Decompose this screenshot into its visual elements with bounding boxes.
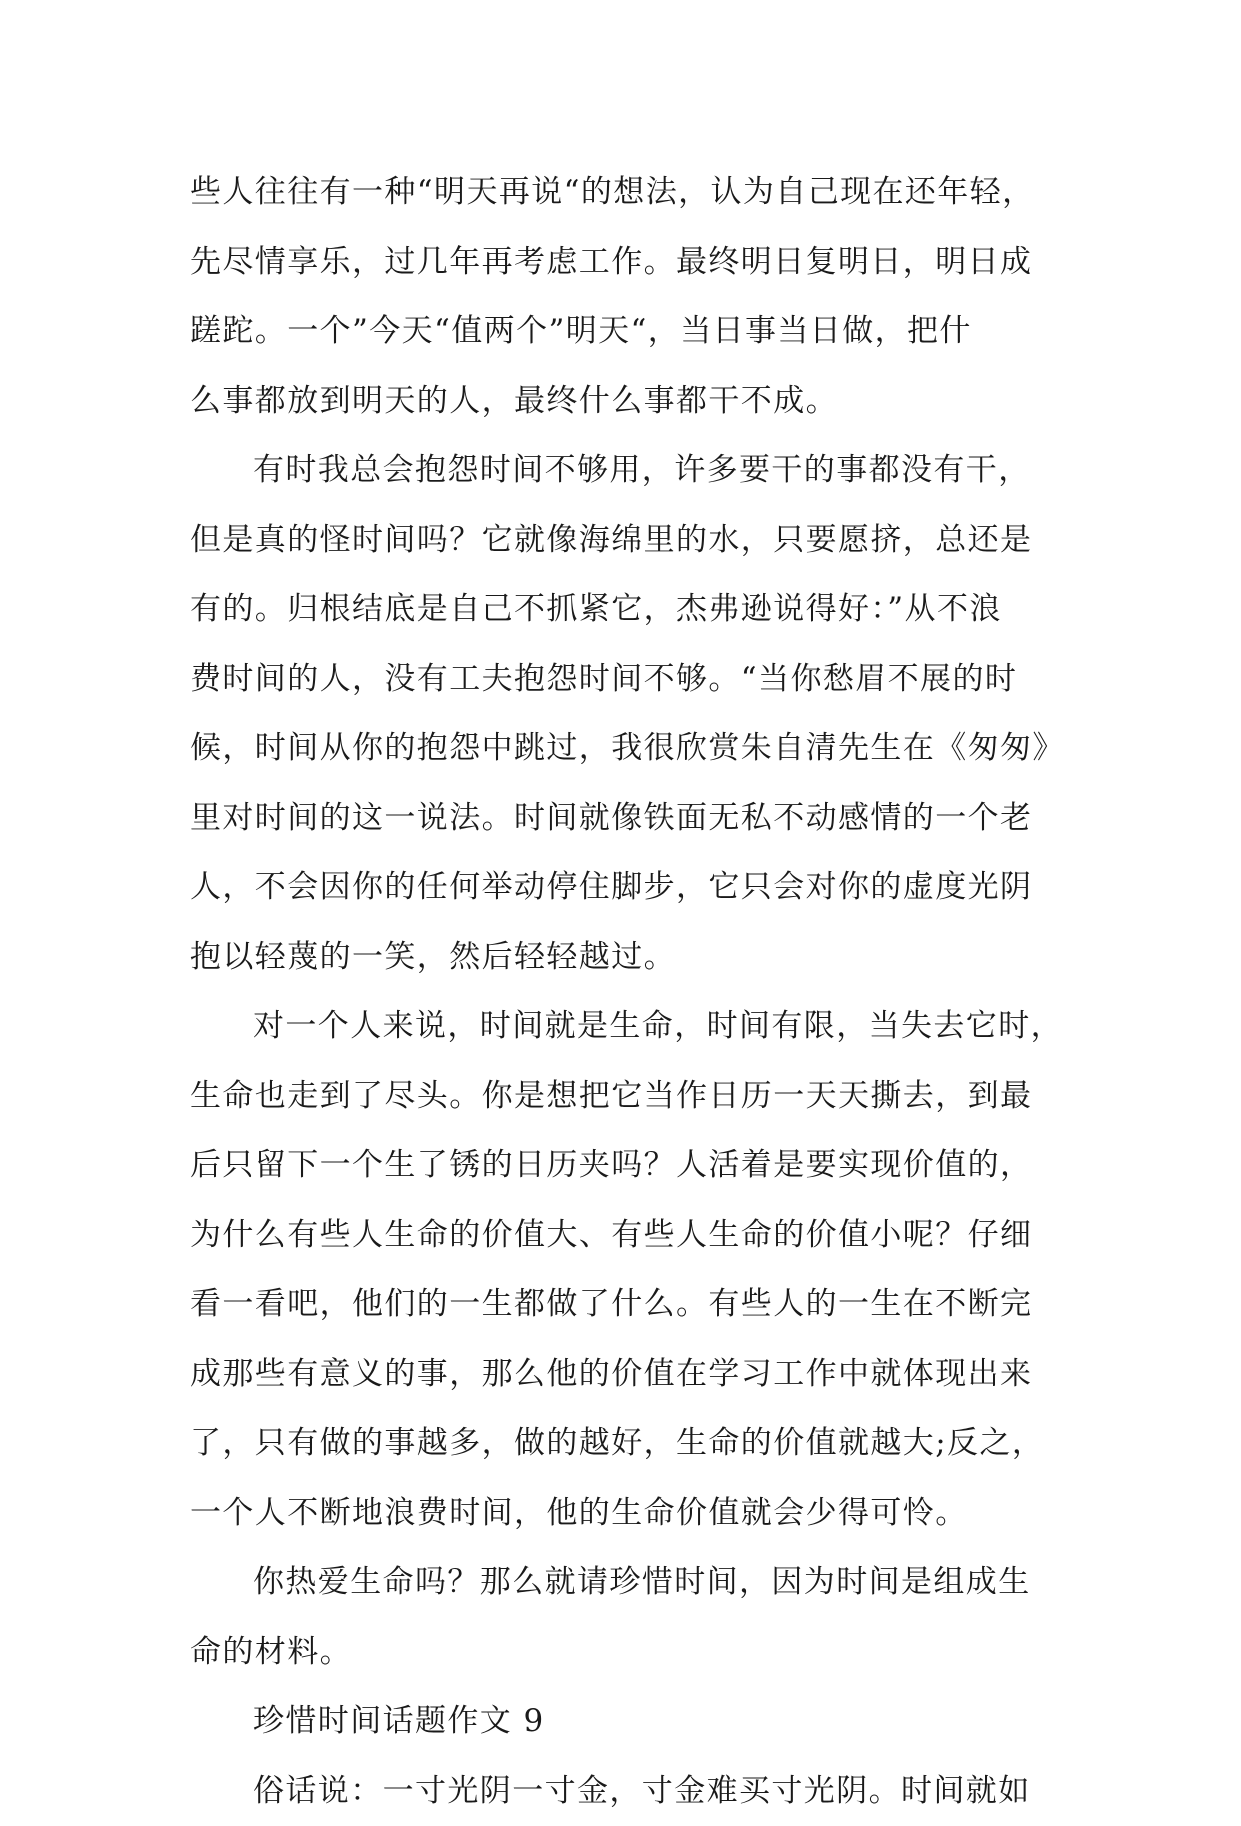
text-line: 有的。归根结底是自己不抓紧它，杰弗逊说得好：”从不浪 — [190, 575, 1050, 645]
text-line: 俗话说：一寸光阴一寸金，寸金难买寸光阴。时间就如 — [190, 1757, 1050, 1826]
text-line: 生命也走到了尽头。你是想把它当作日历一天天撕去，到最 — [190, 1062, 1050, 1132]
text-line: 有时我总会抱怨时间不够用，许多要干的事都没有干， — [190, 436, 1050, 506]
text-line: 抱以轻蔑的一笑，然后轻轻越过。 — [190, 923, 1050, 993]
section-heading: 珍惜时间话题作文 9 — [190, 1687, 1050, 1757]
text-line: 你热爱生命吗？那么就请珍惜时间，因为时间是组成生 — [190, 1548, 1050, 1618]
text-line: 里对时间的这一说法。时间就像铁面无私不动感情的一个老 — [190, 784, 1050, 854]
text-line: 成那些有意义的事，那么他的价值在学习工作中就体现出来 — [190, 1340, 1050, 1410]
text-line: 一个人不断地浪费时间，他的生命价值就会少得可怜。 — [190, 1479, 1050, 1549]
text-line: 些人往往有一种“明天再说“的想法，认为自己现在还年轻， — [190, 158, 1050, 228]
text-line: 候，时间从你的抱怨中跳过，我很欣赏朱自清先生在《匆匆》 — [190, 714, 1050, 784]
text-line: 人，不会因你的任何举动停住脚步，它只会对你的虚度光阴 — [190, 853, 1050, 923]
text-line: 蹉跎。一个”今天“值两个”明天“，当日事当日做，把什 — [190, 297, 1050, 367]
text-line: 对一个人来说，时间就是生命，时间有限，当失去它时， — [190, 992, 1050, 1062]
document-body — [190, 158, 1050, 1826]
text-line: 为什么有些人生命的价值大、有些人生命的价值小呢？仔细 — [190, 1201, 1050, 1271]
text-line: 看一看吧，他们的一生都做了什么。有些人的一生在不断完 — [190, 1270, 1050, 1340]
text-line: 先尽情享乐，过几年再考虑工作。最终明日复明日，明日成 — [190, 228, 1050, 298]
text-line: 后只留下一个生了锈的日历夹吗？人活着是要实现价值的， — [190, 1131, 1050, 1201]
text-line: 但是真的怪时间吗？它就像海绵里的水，只要愿挤，总还是 — [190, 506, 1050, 576]
text-line: 么事都放到明天的人，最终什么事都干不成。 — [190, 367, 1050, 437]
text-line: 了，只有做的事越多，做的越好，生命的价值就越大;反之， — [190, 1409, 1050, 1479]
text-line: 命的材料。 — [190, 1618, 1050, 1688]
text-line: 费时间的人，没有工夫抱怨时间不够。“当你愁眉不展的时 — [190, 645, 1050, 715]
